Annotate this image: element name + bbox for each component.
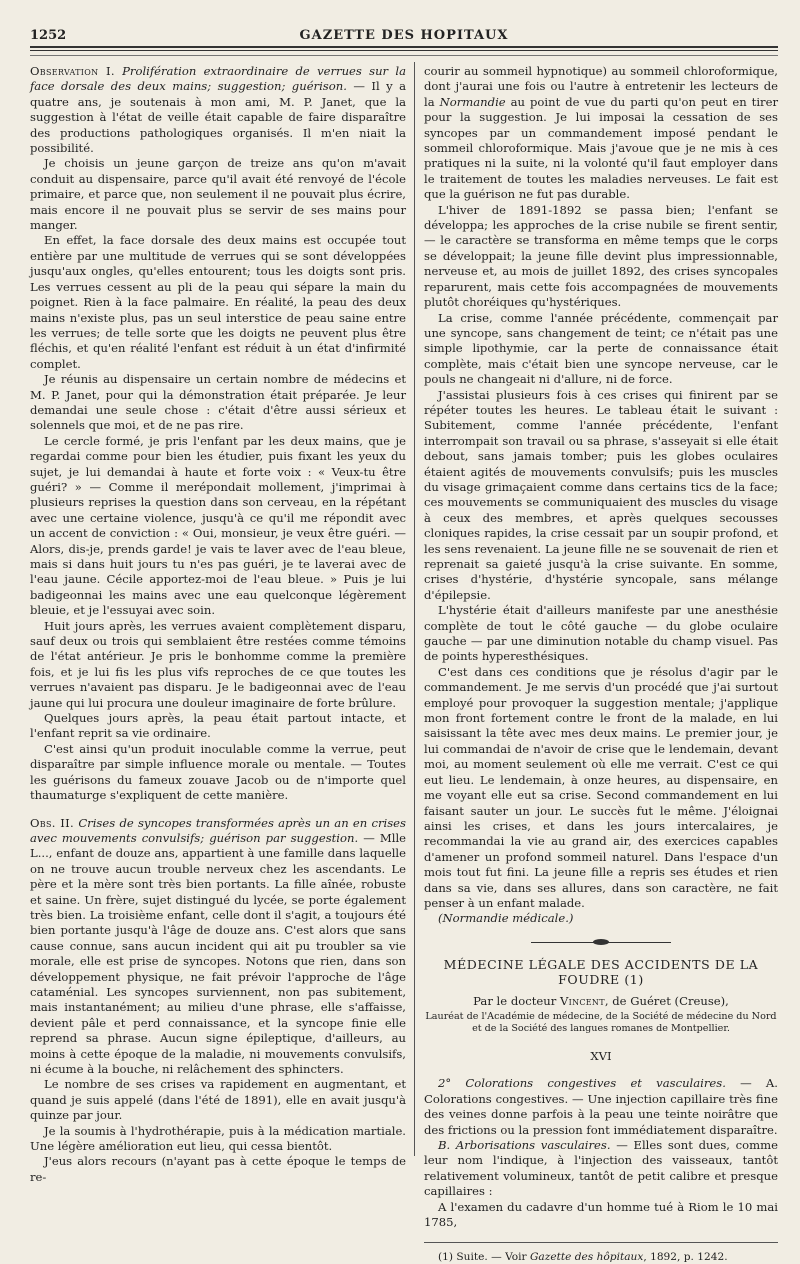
- paragraph: La crise, comme l'année précédente, commençait par une syncope, sans changement de teint; ce n'était pas une simple lipothymie, car la perte de connaissance était complète, mais c'était bien une syncope nerveuse, car le pouls ne changeait ni d'allure, ni de force.: [424, 310, 778, 387]
- text-span: (1) Suite. — Voir: [438, 1251, 530, 1264]
- page-number: 1252: [30, 28, 67, 43]
- author-affiliation: [424, 1011, 778, 1035]
- paragraph: Huit jours après, les verrues avaient complètement disparu, sauf deux ou trois qui semblaient être restées comme témoins de l'état antérieur. Je pris le bonhomme comme la première fois, et je lui fis les plus vifs reproches de ce que toutes les verrues n'avaient pas disparu. Je le badigeonnai avec de l'eau jaune qui lui procura une douleur imaginaire de forte brûlure.: [30, 618, 406, 710]
- running-title: GAZETTE DES HOPITAUX: [299, 28, 509, 43]
- section-title: MÉDECINE LÉGALE DES ACCIDENTS DE LA FOUDRE (1): [443, 956, 759, 988]
- paragraph: J'assistai plusieurs fois à ces crises qui finirent par se répéter toutes les heures. Le tableau était le suivant : Subitement, comme l'année précédente, l'enfant interrompait son travail ou sa phrase, s'asseyait si elle était debout, sans jamais tomber; puis les globes oculaires étaient agités de mouvements convulsifs; puis les muscles du visage grimaçaient comme dans certains tics de la face; ces mouvements se communiquaient des muscles du visage à ceux des membres, et après quelques secousses cloniques rapides, la crise cessait par un soupir profond, et les sens revenaient. La jeune fille ne se souvenait de rien et reprenait sa gaieté jusqu'à la crise suivante. En somme, crises d'hystérie, d'hystérie syncopale, sans mélange d'épilepsie.: [424, 387, 778, 602]
- observation-1-label: Observation I.: [30, 64, 115, 78]
- paragraph: J'eus alors recours (n'ayant pas à cette époque le temps de re-: [30, 1154, 406, 1184]
- paragraph: C'est dans ces conditions que je résolus d'agir par le commandement. Je me servis d'un procédé que j'ai surtout employé pour provoquer la suggestion mentale; j'applique mon front fortement contre le front de la malade, en lui saisissant la tête avec mes deux mains. Le premier jour, je lui commandai de n'avoir de crise que le lendemain, devant moi, au moment seulement où elle me verrait. C'est ce qui eut lieu. Le lendemain, à onze heures, au dispensaire, en me voyant elle eut sa crise. Second commandement en lui faisant sauter un jour. Le succès fut le même. J'éloignai ainsi les crises, et dans les jours intercalaires, je recommandai la vie au grand air, des exercices capables d'amener un profond sommeil naturel. Dans l'espace d'un mois tout fut fini. La jeune fille a repris ses études et rien dans sa vie, dans ses allures, dans son caractère, ne fait penser à un enfant malade.: [424, 664, 778, 910]
- left-column: [30, 64, 406, 1185]
- header-rule: [30, 46, 778, 48]
- paragraph: Quelques jours après, la peau était partout intacte, et l'enfant reprit sa vie ordinaire.: [30, 711, 406, 741]
- byline: [424, 994, 778, 1009]
- paragraph: [424, 1076, 778, 1138]
- paragraph: A l'examen du cadavre d'un homme tué à Riom le 10 mai 1785,: [424, 1199, 778, 1230]
- footnote-rule: [424, 1242, 778, 1243]
- paragraph: L'hiver de 1891-1892 se passa bien; l'enfant se développa; les approches de la crise nubile se firent sentir, — le caractère se transforma en même temps que le corps se développait; la jeune fille devint plus impressionnable, nerveuse et, au mois de juillet 1892, des crises syncopales reparurent, mais cette fois accompagnées de mouvements plutôt choréiques qu'hystériques.: [424, 202, 778, 310]
- paragraph: L'hystérie était d'ailleurs manifeste par une anesthésie complète de tout le côté gauche — du globe oculaire gauche — par une diminution notable du champ visuel. Pas de points hyperesthésiques.: [424, 603, 778, 664]
- observation-2-intro: [30, 816, 406, 1078]
- paragraph: Le nombre de ses crises va rapidement en augmentant, et quand je suis appelé (dans l'été de 1891), elle en avait jusqu'à quinze par jour.: [30, 1077, 406, 1123]
- paragraph: Je réunis au dispensaire un certain nombre de médecins et M. P. Janet, pour qui la démonstration était préparée. Je leur demandai une seule chose : c'était d'être aussi sérieux et solennels que moi, et de ne pas rire.: [30, 372, 406, 433]
- footnote: [424, 1251, 778, 1264]
- paragraph: Le cercle formé, je pris l'enfant par les deux mains, que je regardai comme pour bien les étudier, puis fixant les yeux du sujet, je lui demandai à haute et forte voix : « Veux-tu être guéri? » — Comme il merépondait mollement, j'imprimai à plusieurs reprises la question dans son cerveau, en la répétant avec une certaine violence, jusqu'à ce qu'il me répondit avec un accent de conviction : « Oui, monsieur, je veux être guéri. — Alors, dis-je, prends garde! je vais te laver avec de l'eau bleue, mais si dans huit jours tu n'es pas guéri, je te laverai avec de l'eau jaune. Cécile apportez-moi de l'eau bleue. » Puis je lui badigeonnai les mains avec une eau quelconque légèrement bleuie, et je l'essuyai avec soin.: [30, 433, 406, 618]
- paragraph: [424, 64, 778, 203]
- observation-2-label: Obs. II.: [30, 815, 75, 830]
- byline-text: Par le docteur: [473, 993, 560, 1008]
- affiliation-line: Lauréat de l'Académie de médecine, de la Société de médecine du Nord: [425, 1010, 777, 1022]
- journal-name: Normandie: [439, 94, 506, 109]
- paragraph: C'est ainsi qu'un produit inoculable comme la verrue, peut disparaître par simple influence morale ou mentale. — Toutes les guérisons du fameux zouave Jacob ou de n'importe quel thaumaturge s'expliquent de cette manière.: [30, 741, 406, 803]
- paragraph: [424, 1138, 778, 1200]
- paragraph: Je la soumis à l'hydrothérapie, puis à la médication martiale. Une légère amélioration eut lieu, qui cessa bientôt.: [30, 1123, 406, 1154]
- affiliation-line: et de la Société des langues romanes de Montpellier.: [472, 1022, 730, 1034]
- author-name: Vincent: [559, 993, 605, 1008]
- text-span: , 1892, p. 1242.: [643, 1251, 728, 1264]
- text-span: — Elles sont dues, comme leur nom l'indique, à l'injection des vaisseaux, tantôt relativement volumineux, tantôt de petit calibre et presque capillaires :: [424, 1138, 778, 1199]
- part-numeral: XVI: [590, 1048, 612, 1063]
- text-span: — A. Colorations congestives. — Une injection capillaire très fine des veines donne parfois à la peau une teinte noirâtre que des frictions ou la pression font immédiatement disparaître.: [424, 1076, 778, 1137]
- paragraph: En effet, la face dorsale des deux mains est occupée tout entière par une multitude de verrues qui se sont développées jusqu'aux ongles, qu'elles entourent; tous les doigts sont pris. Les verrues cessent au pli de la peau qui sépare la main du poignet. Rien à la face palmaire. En réalité, la peau des deux mains n'existe plus, pas un seul interstice de peau saine entre les verrues; de telle sorte que les doigts ne peuvent plus être fléchis, et qu'en réalité l'enfant est réduit à un état d'infirmité complet.: [30, 233, 406, 371]
- observation-1-title: Prolifération extraordinaire de verrues sur la face dorsale des deux mains; suggestion; guérison.: [30, 64, 406, 94]
- journal-name: Gazette des hôpitaux: [529, 1251, 644, 1264]
- column-divider: [414, 62, 415, 1156]
- ornament-divider: [531, 939, 671, 945]
- source-citation: (Normandie médicale.): [438, 911, 574, 926]
- paragraph: Je choisis un jeune garçon de treize ans qu'on m'avait conduit au dispensaire, parce qu'il avait été renvoyé de l'école primaire, et parce que, non seulement il ne pouvait plus écrire, mais encore il ne pouvait plus se servir de ses mains pour manger.: [30, 156, 406, 233]
- subsection-title: 2° Colorations congestives et vasculaires.: [438, 1076, 726, 1091]
- observation-1-intro: [30, 64, 406, 156]
- text-span: au point de vue du parti qu'on peut en tirer pour la suggestion. Je lui imposai la cessation de ses syncopes par un commandement imposé pendant le sommeil chloroformique. Mais j'avoue que je ne mis à ces pratiques ni la suite, ni la volonté qu'il faut employer dans le traitement de toutes les maladies nerveuses. Le fait est que la guérison ne fut pas durable.: [424, 94, 778, 202]
- subsection-title: B. Arborisations vasculaires.: [438, 1138, 611, 1152]
- byline-text: , de Guéret (Creuse),: [604, 993, 729, 1008]
- right-column: [424, 64, 778, 1264]
- header-rule-hairline: [30, 55, 778, 56]
- header-rule-thin: [30, 50, 778, 51]
- observation-2-text: — Mlle L..., enfant de douze ans, appartient à une famille dans laquelle on ne trouve aucun trouble nerveux chez les ascendants. Le père et la mère sont très bien portants. La fille aînée, robuste et saine. Un frère, sujet distingué du lycée, se porte également très bien. La troisième enfant, celle dont il s'agit, a toujours été bien portante jusqu'à l'âge de douze ans. C'est alors que sans cause connue, sans aucun incident qui ait pu troubler sa vie morale, elle est prise de syncopes. Notons que rien, dans son développement physique, ne fait prévoir l'approche de l'âge cataménial. Les syncopes surviennent, non pas subitement, mais instantanément; au milieu d'une phrase, elle s'affaisse, devient pâle et perd connaissance, et la syncope finie elle reprend sa phrase. Aucun signe épileptique, d'ailleurs, au moins à cette époque de la maladie, ni mouvements convulsifs, ni écume à la bouche, ni relâchement des sphincters.: [30, 830, 407, 1076]
- page-header: [30, 26, 778, 46]
- text-span: courir au sommeil hypnotique) au sommeil chloroformique, dont j'aurai une fois ou l'autre à entretenir les lecteurs de la: [424, 64, 778, 109]
- observation-1-text: — Il y a quatre ans, je soutenais à mon ami, M. P. Janet, que la suggestion à l'état de veille était capable de faire disparaître des productions pathologiques organisés. Il m'en niait la possibilité.: [30, 79, 407, 156]
- observation-2-title: Crises de syncopes transformées après un an en crises avec mouvements convulsifs; guérison par suggestion.: [30, 815, 406, 845]
